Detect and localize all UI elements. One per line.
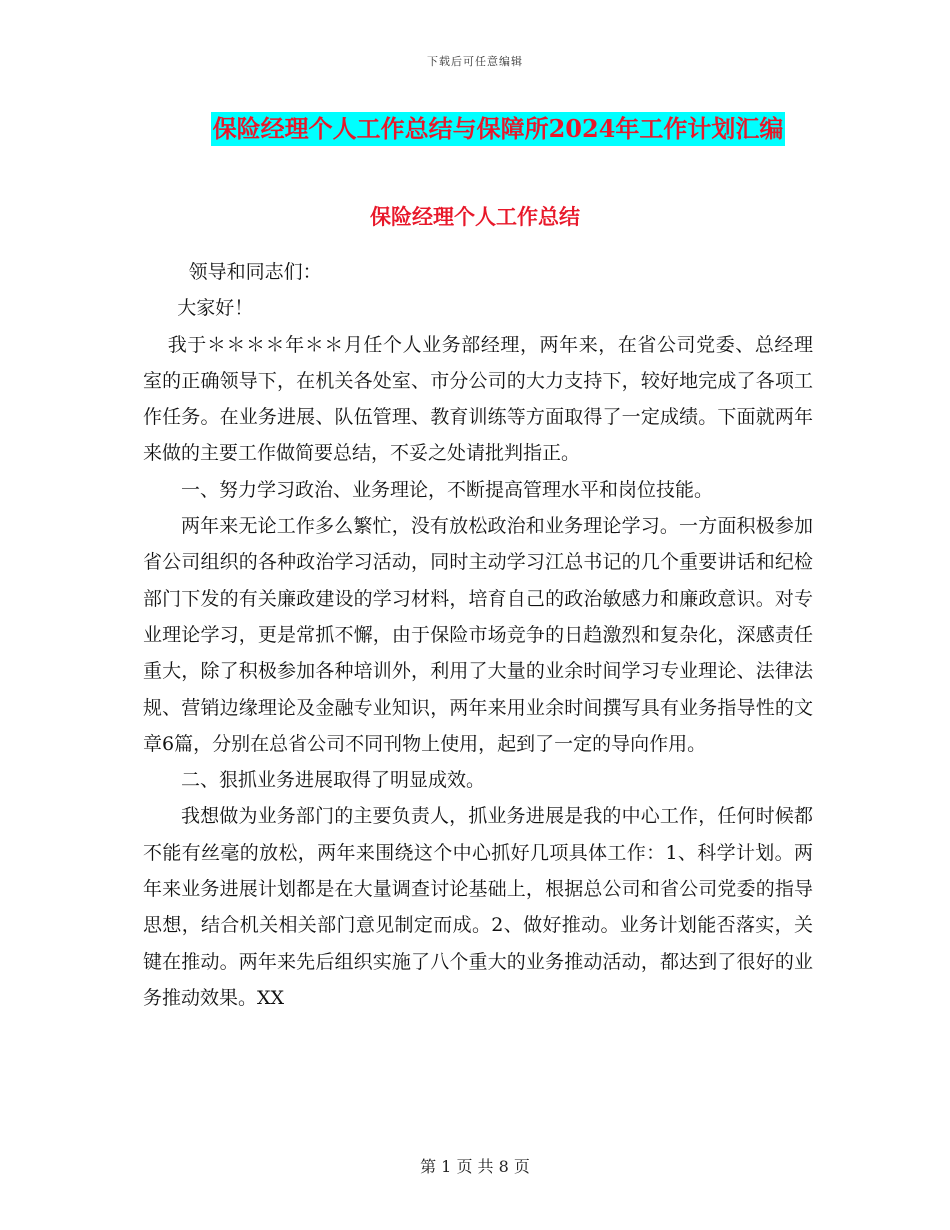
paragraph-study: 两年来无论工作多么繁忙，没有放松政治和业务理论学习。一方面积极参加省公司组织的各种政治学习活动，同时主动学习江总书记的几个重要讲话和纪检部门下发的有关廉政建设的学习材料，培育自己的政治敏感力和廉政意识。对专业理论学习，更是常抓不懈，由于保险市场竞争的日趋激烈和复杂化，深感责任重大，除了积极参加各种培训外，利用了大量的业余时间学习专业理论、法律法规、营销边缘理论及金融专业知识，两年来用业余时间撰写具有业务指导性的文章6篇，分别在总省公司不同刊物上使用，起到了一定的导向作用。 (143, 515, 813, 755)
paragraph-business: 我想做为业务部门的主要负责人，抓业务进展是我的中心工作，任何时候都不能有丝毫的放松，两年来围绕这个中心抓好几项具体工作：1、科学计划。两年来业务进展计划都是在大量调查讨论基础上，根据总公司和省公司党委的指导思想，结合机关相关部门意见制定而成。2、做好推动。业务计划能否落实，关键在推动。两年来先后组织实施了八个重大的业务推动活动，都达到了很好的业务推动效果。XX (143, 805, 813, 1009)
document-title: 保险经理个人工作总结与保障所2024年工作计划汇编 (211, 112, 786, 146)
salutation: 领导和同志们： (188, 261, 322, 283)
section-title: 保险经理个人工作总结 (370, 204, 580, 229)
document-body (143, 222, 813, 1016)
page-number-footer: 第 1 页 共 8 页 (420, 1157, 530, 1176)
greeting: 大家好！ (177, 297, 254, 320)
heading-one: 一、努力学习政治、业务理论，不断提高管理水平和岗位技能。 (181, 478, 714, 501)
document-title-container (0, 112, 950, 146)
paragraph-intro: 我于＊＊＊＊年＊＊月任个人业务部经理，两年来，在省公司党委、总经理室的正确领导下，在机关各处室、市分公司的大力支持下，较好地完成了各项工作任务。在业务进展、队伍管理、教育训练等方面取得了一定成绩。下面就两年来做的主要工作做简要总结，不妥之处请批判指正。 (143, 333, 813, 465)
heading-two: 二、狠抓业务进展取得了明显成效。 (181, 769, 486, 792)
page-header-note: 下载后可任意编辑 (427, 55, 523, 68)
